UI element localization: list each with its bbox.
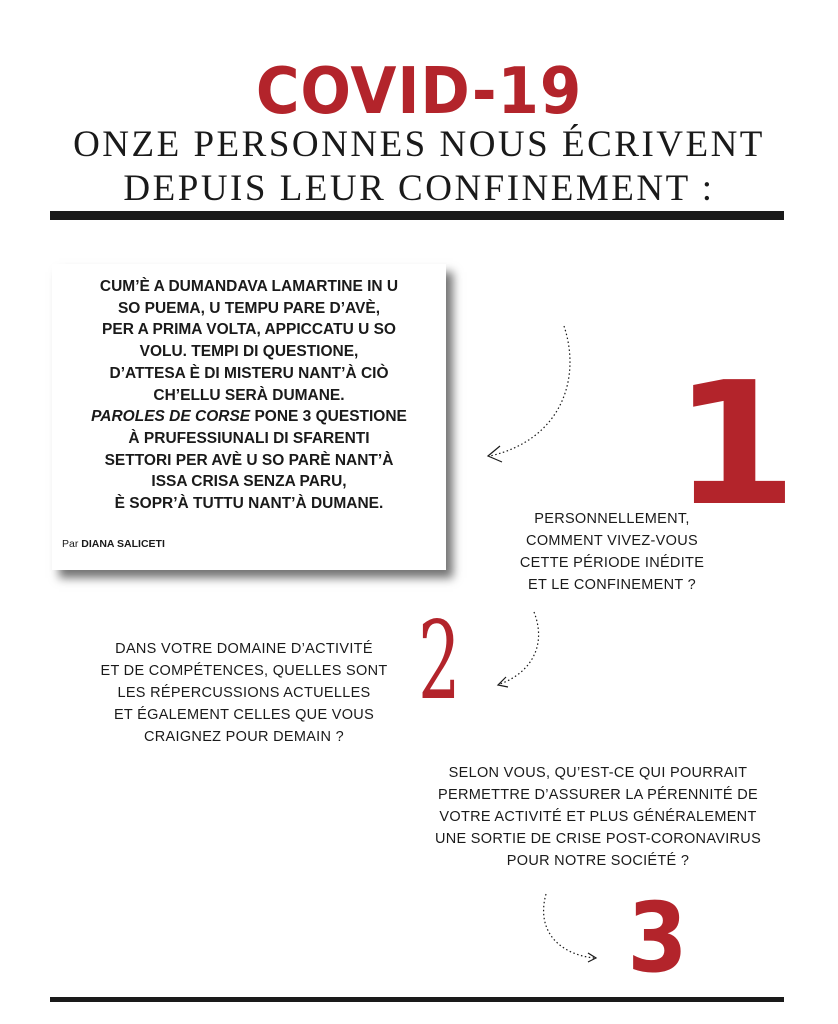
page-title: COVID-19 bbox=[255, 55, 583, 129]
subtitle-line-2: DEPUIS LEUR CONFINEMENT : bbox=[123, 168, 715, 209]
dotted-arrow-3 bbox=[538, 890, 608, 966]
top-divider bbox=[50, 211, 784, 220]
question-line: CETTE PÉRIODE INÉDITE bbox=[519, 555, 705, 571]
question-number-3: 3 bbox=[627, 882, 688, 994]
intro-line: SO PUEMA, U TEMPU PARE D’AVÈ, bbox=[117, 299, 381, 317]
question-2 bbox=[78, 638, 410, 748]
intro-text bbox=[58, 276, 440, 515]
intro-line: VOLU. TEMPI DI QUESTIONE, bbox=[139, 343, 359, 361]
question-number-1: 1 bbox=[673, 346, 798, 544]
question-line: DANS VOTRE DOMAINE D’ACTIVITÉ bbox=[115, 641, 373, 657]
publication-name: PAROLES DE CORSE bbox=[91, 408, 251, 426]
question-line: VOTRE ACTIVITÉ ET PLUS GÉNÉRALEMENT bbox=[439, 809, 757, 825]
question-line: PERMETTRE D’ASSURER LA PÉRENNITÉ DE bbox=[438, 787, 758, 803]
question-line: ET ÉGALEMENT CELLES QUE VOUS bbox=[113, 707, 375, 723]
question-line: ET LE CONFINEMENT ? bbox=[528, 577, 696, 593]
question-line: SELON VOUS, QU’EST-CE QUI POURRAIT bbox=[448, 765, 748, 781]
intro-line: À PRUFESSIUNALI DI SFARENTI bbox=[128, 429, 370, 447]
question-line: ET DE COMPÉTENCES, QUELLES SONT bbox=[100, 663, 388, 679]
question-line: POUR NOTRE SOCIÉTÉ ? bbox=[506, 853, 690, 869]
question-line: COMMENT VIVEZ-VOUS bbox=[526, 533, 698, 549]
intro-line: SETTORI PER AVÈ U SO PARÈ NANT’À bbox=[104, 451, 394, 469]
question-number-2: 2 bbox=[418, 599, 461, 724]
intro-line: D’ATTESA È DI MISTERU NANT’À CIÒ bbox=[109, 364, 389, 382]
intro-line: CH’ELLU SERÀ DUMANE. bbox=[153, 386, 345, 404]
byline-prefix: Par bbox=[62, 538, 79, 550]
subtitle-line-1: ONZE PERSONNES NOUS ÉCRIVENT bbox=[73, 124, 765, 165]
question-1 bbox=[498, 508, 726, 596]
question-line: CRAIGNEZ POUR DEMAIN ? bbox=[144, 729, 344, 745]
intro-line: È SOPR’À TUTTU NANT’À DUMANE. bbox=[114, 495, 384, 513]
byline bbox=[62, 538, 165, 550]
dotted-arrow-2 bbox=[494, 608, 554, 690]
intro-line: CUM’È A DUMANDAVA LAMARTINE IN U bbox=[99, 278, 399, 295]
intro-line: PER A PRIMA VOLTA, APPICCATU U SO bbox=[102, 321, 396, 339]
byline-author: DIANA SALICETI bbox=[81, 538, 165, 550]
page-subtitle bbox=[0, 123, 838, 211]
intro-line-rest: PONE 3 QUESTIONE bbox=[250, 408, 407, 426]
intro-line bbox=[58, 406, 440, 428]
intro-line: ISSA CRISA SENZA PARU, bbox=[151, 473, 347, 491]
bottom-divider bbox=[50, 997, 784, 1002]
question-3 bbox=[406, 762, 790, 872]
question-line: LES RÉPERCUSSIONS ACTUELLES bbox=[117, 685, 371, 701]
question-line: UNE SORTIE DE CRISE POST-CORONAVIRUS bbox=[434, 831, 762, 847]
question-line: PERSONNELLEMENT, bbox=[534, 511, 690, 527]
dotted-arrow-1 bbox=[480, 320, 580, 470]
